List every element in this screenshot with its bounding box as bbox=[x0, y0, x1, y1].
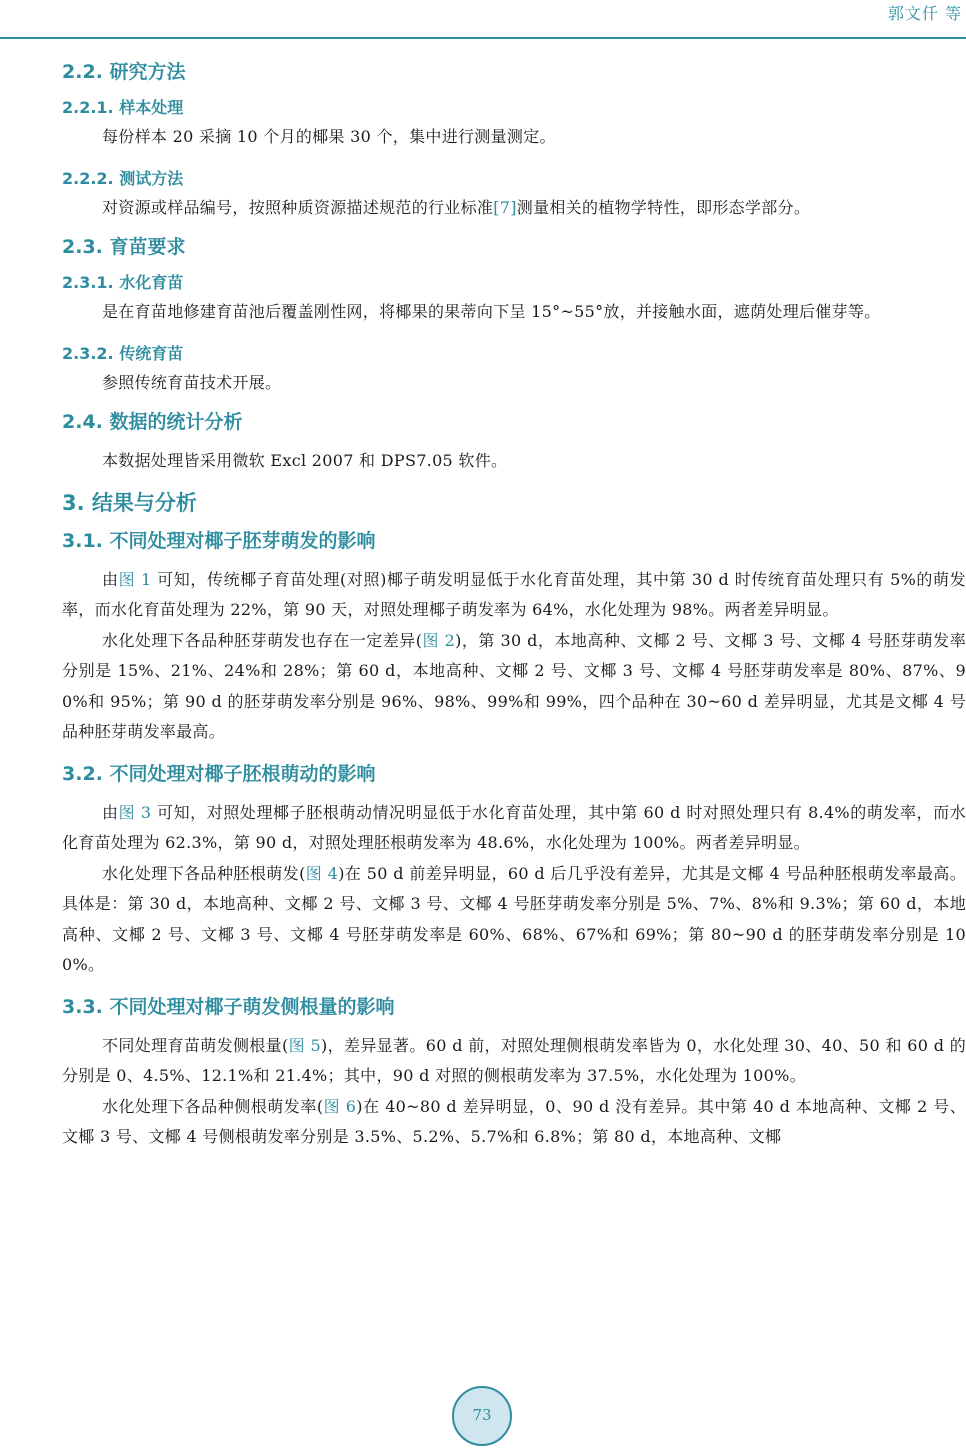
figure-link-1[interactable]: 图 1 bbox=[118, 569, 152, 589]
figure-link-5[interactable]: 图 5 bbox=[288, 1035, 321, 1055]
citation-link-7[interactable]: [7] bbox=[493, 197, 517, 217]
figure-link-4[interactable]: 图 4 bbox=[305, 863, 339, 883]
paragraph-text: )，第 30 d，本地高种、文椰 2 号、文椰 3 号、文椰 4 号胚芽萌发率分别是 15%、21%、24%和 28%；第 60 d，本地高种、文椰 2 号、文椰 3 号、文椰 4 号胚芽萌发率是 80%、87%、90%和 95%；第 90 d 的胚芽萌发率分别是 96%、98%、99%和 99%，四个品种在 30~60 d 差异明显，尤其是文椰 4 号品种胚芽萌发率最高。 bbox=[62, 630, 966, 741]
paragraph-2-3-2: 参照传统育苗技术开展。 bbox=[102, 372, 282, 392]
paragraph-text: )在 40~80 d 差异明显，0、90 d 没有差异。其中第 40 d 本地高种、文椰 2 号、文椰 3 号、文椰 4 号侧根萌发率分别是 3.5%、5.2%、5.7%和 6.8%；第 80 d，本地高种、文椰 bbox=[62, 1096, 966, 1146]
paragraph-3-2-b bbox=[62, 859, 966, 981]
paragraph-text: 不同处理育苗萌发侧根量( bbox=[102, 1035, 289, 1055]
section-heading-3-3: 3.3. 不同处理对椰子萌发侧根量的影响 bbox=[62, 995, 395, 1018]
section-heading-3: 3. 结果与分析 bbox=[62, 490, 197, 515]
section-heading-2-4: 2.4. 数据的统计分析 bbox=[62, 411, 243, 433]
figure-link-6[interactable]: 图 6 bbox=[323, 1096, 357, 1116]
page-number: 73 bbox=[472, 1406, 492, 1424]
paragraph-3-1-b bbox=[62, 626, 966, 748]
figure-link-2[interactable]: 图 2 bbox=[422, 630, 456, 650]
paragraph-3-1-a bbox=[62, 565, 966, 626]
paragraph-text: 可知，传统椰子育苗处理(对照)椰子萌发明显低于水化育苗处理，其中第 30 d 时传统育苗处理只有 5%的萌发率，而水化育苗处理为 22%，第 90 天，对照处理椰子萌发率为 64%，水化处理为 98%。两者差异明显。 bbox=[62, 569, 966, 619]
paragraph-text: 测量相关的植物学特性，即形态学部分。 bbox=[516, 197, 811, 217]
paragraph-2-2-1: 每份样本 20 采摘 10 个月的椰果 30 个，集中进行测量测定。 bbox=[102, 127, 556, 146]
section-heading-2-2: 2.2. 研究方法 bbox=[62, 61, 186, 83]
article-body bbox=[62, 56, 966, 1153]
paragraph-2-3-1: 是在育苗地修建育苗池后覆盖刚性网，将椰果的果蒂向下呈 15°~55°放，并接触水面，遮荫处理后催芽等。 bbox=[102, 302, 881, 321]
paragraph-text: )在 50 d 前差异明显，60 d 后几乎没有差异，尤其是文椰 4 号品种胚根萌发率最高。具体是：第 30 d，本地高种、文椰 2 号、文椰 3 号、文椰 4 号胚芽萌发率分别是 5%、7%、8%和 9.3%；第 60 d，本地高种、文椰 2 号、文椰 3 号、文椰 4 号胚芽萌发率是 60%、68%、67%和 69%；第 80~90 d 的胚芽萌发率分别是 100%。 bbox=[62, 863, 966, 974]
paragraph-3-3-a bbox=[62, 1031, 966, 1092]
paragraph-3-2-a bbox=[62, 798, 966, 859]
section-heading-2-3-2: 2.3.2. 传统育苗 bbox=[62, 343, 184, 363]
section-heading-2-3: 2.3. 育苗要求 bbox=[62, 236, 186, 258]
paragraph-2-2-2 bbox=[62, 193, 966, 224]
paragraph-3-3-b bbox=[62, 1092, 966, 1153]
paragraph-text: )，差异显著。60 d 前，对照处理侧根萌发率皆为 0，水化处理 30、40、50 和 60 d 的分别是 0、4.5%、12.1%和 21.4%；其中，90 d 对照的侧根萌发率为 37.5%，水化处理为 100%。 bbox=[62, 1035, 966, 1085]
section-heading-2-2-1: 2.2.1. 样本处理 bbox=[62, 98, 184, 117]
header-rule bbox=[0, 37, 966, 39]
section-heading-3-1: 3.1. 不同处理对椰子胚芽萌发的影响 bbox=[62, 529, 376, 552]
section-heading-2-2-2: 2.2.2. 测试方法 bbox=[62, 168, 184, 188]
header-authors: 郭文仟 等 bbox=[887, 4, 962, 23]
paragraph-text: 水化处理下各品种胚芽萌发也存在一定差异( bbox=[102, 630, 423, 650]
running-header bbox=[0, 0, 966, 40]
paragraph-text: 由 bbox=[102, 802, 119, 822]
paragraph-text: 可知，对照处理椰子胚根萌动情况明显低于水化育苗处理，其中第 60 d 时对照处理只有 8.4%的萌发率，而水化育苗处理为 62.3%，第 90 d，对照处理胚根萌发率为 48.6%，水化处理为 100%。两者差异明显。 bbox=[62, 802, 966, 852]
paragraph-text: 水化处理下各品种侧根萌发率( bbox=[102, 1096, 324, 1116]
paragraph-2-4: 本数据处理皆采用微软 Excl 2007 和 DPS7.05 软件。 bbox=[102, 451, 508, 470]
paragraph-text: 对资源或样品编号，按照种质资源描述规范的行业标准 bbox=[102, 197, 494, 217]
section-heading-2-3-1: 2.3.1. 水化育苗 bbox=[62, 273, 184, 292]
section-heading-3-2: 3.2. 不同处理对椰子胚根萌动的影响 bbox=[62, 762, 376, 785]
figure-link-3[interactable]: 图 3 bbox=[118, 802, 152, 822]
paragraph-text: 水化处理下各品种胚根萌发( bbox=[102, 863, 306, 883]
page-number-badge bbox=[452, 1386, 512, 1446]
paragraph-text: 由 bbox=[102, 569, 119, 589]
